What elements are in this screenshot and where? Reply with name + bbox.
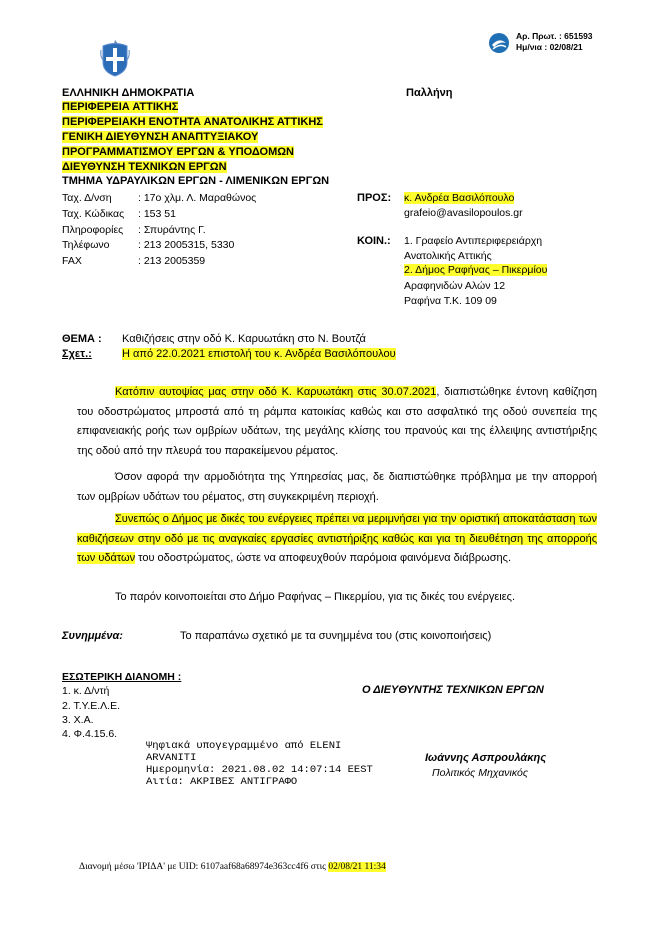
internal-item-3: 3. Χ.Α.	[62, 714, 94, 726]
issuer-line-3: ΠΕΡΙΦΕΡΕΙΑΚΗ ΕΝΟΤΗΤΑ ΑΝΑΤΟΛΙΚΗΣ ΑΤΤΙΚΗΣ	[62, 116, 323, 128]
internal-item-1: 1. κ. Δ/ντή	[62, 685, 110, 697]
internal-item-4: 4. Φ.4.15.6.	[62, 728, 118, 740]
contact-label-info: Πληροφορίες	[62, 224, 124, 236]
attachments-label: Συνημμένα:	[62, 630, 123, 642]
contact-value-fax: : 213 2005359	[138, 255, 206, 267]
to-name: κ. Ανδρέα Βασιλόπουλο	[404, 192, 515, 204]
footer-distribution	[79, 862, 386, 872]
issuer-line-5: ΠΡΟΓΡΑΜΜΑΤΙΣΜΟΥ ΕΡΓΩΝ & ΥΠΟΔΟΜΩΝ	[62, 146, 294, 158]
contact-label-address: Ταχ. Δ/νση	[62, 192, 112, 204]
body-paragraph-3-text: του οδοστρώματος, ώστε να αποφευχθούν παρόμοια φαινόμενα διάβρωσης.	[135, 552, 512, 564]
digital-signature-line-2: ARVANITI	[146, 752, 197, 764]
internal-item-2: 2. Τ.Υ.Ε.Λ.Ε.	[62, 700, 121, 712]
iris-logo-icon	[488, 32, 510, 54]
cc-line-2: Ανατολικής Αττικής	[404, 250, 492, 262]
issuer-line-7: ΤΜΗΜΑ ΥΔΡΑΥΛΙΚΩΝ ΕΡΓΩΝ - ΛΙΜΕΝΙΚΩΝ ΕΡΓΩΝ	[62, 175, 330, 187]
protocol-date: Ημ/νια : 02/08/21	[516, 42, 583, 52]
digital-signature-line-1: Ψηφιακά υπογεγραμμένο από ELENI	[146, 740, 342, 752]
contact-value-info: : Σπυράντης Γ.	[138, 224, 206, 236]
body-paragraph-2	[77, 468, 597, 507]
contact-value-postcode: : 153 51	[138, 208, 176, 220]
signer-name: Ιωάννης Ασπρουλάκης	[425, 752, 547, 764]
subject-text: Καθιζήσεις στην οδό Κ. Καρυωτάκη στο Ν. Βουτζά	[122, 333, 366, 345]
subject-label: ΘΕΜΑ :	[62, 333, 102, 345]
to-label: ΠΡΟΣ:	[357, 192, 392, 204]
cc-line-3: 2. Δήμος Ραφήνας – Πικερμίου	[404, 264, 548, 276]
body-paragraph-1-highlight: Κατόπιν αυτοψίας μας στην οδό Κ. Καρυωτάκη στις 30.07.2021	[115, 386, 437, 398]
cc-line-5: Ραφήνα Τ.Κ. 109 09	[404, 295, 497, 307]
cc-line-4: Αραφηνιδών Αλών 12	[404, 280, 506, 292]
place: Παλλήνη	[406, 87, 453, 99]
reference-text: Η από 22.0.2021 επιστολή του κ. Ανδρέα Βασιλόπουλου	[122, 348, 396, 360]
body-paragraph-4	[77, 588, 597, 608]
reference-label: Σχετ.:	[62, 348, 92, 360]
body-paragraph-2-text: Όσον αφορά την αρμοδιότητα της Υπηρεσίας μας, δε διαπιστώθηκε πρόβλημα με την απορροή των ομβρίων υδάτων του ρέματος, στη συγκεκριμένη περιοχή.	[77, 471, 597, 503]
contact-label-phone: Τηλέφωνο	[62, 239, 110, 251]
to-email: grafeio@avasilopoulos.gr	[404, 207, 523, 219]
contact-value-phone: : 213 2005315, 5330	[138, 239, 235, 251]
digital-signature-line-3: Ημερομηνία: 2021.08.02 14:07:14 EEST	[146, 764, 373, 776]
footer-text: Διανομή μέσω 'ΙΡΙΔΑ' με UID: 6107aaf68a68974e363cc4f6 στις	[79, 862, 329, 872]
contact-label-fax: FAX	[62, 255, 82, 267]
cc-label: ΚΟΙΝ.:	[357, 235, 391, 247]
internal-distribution-label: ΕΣΩΤΕΡΙΚΗ ΔΙΑΝΟΜΗ :	[62, 671, 182, 683]
signer-role: Πολιτικός Μηχανικός	[432, 767, 528, 779]
body-paragraph-1-text: , διαπιστώθηκε έντονη καθίζηση του οδοστρώματος μπροστά από τη ράμπα κατοικίας καθώς και στο ασφαλτικό της οδού συνεπεία της επιφανειακής ροής των ομβρίων υδάτων, της μεγάλης κλίσης του πρανούς και της έλλειψης αντιστήριξης της οδού από την πλευρά του παρακείμενου ρέματος.	[77, 386, 597, 457]
attachments-text: Το παραπάνω σχετικό με τα συνημμένα του (στις κοινοποιήσεις)	[180, 630, 492, 642]
issuer-line-4: ΓΕΝΙΚΗ ΔΙΕΥΘΥΝΣΗ ΑΝΑΠΤΥΞΙΑΚΟΥ	[62, 131, 259, 143]
body-paragraph-3-highlight: Συνεπώς ο Δήμος με δικές του ενέργειες πρέπει να μεριμνήσει για την οριστική αποκατάσταση των καθιζήσεων στην οδό με τις αναγκαίες εργασίες αντιστήριξης καθώς και για τη διευθέτηση της απορροής των υδάτων	[77, 513, 597, 564]
contact-label-postcode: Ταχ. Κώδικας	[62, 208, 125, 220]
body-paragraph-1	[77, 383, 597, 461]
issuer-line-2: ΠΕΡΙΦΕΡΕΙΑ ΑΤΤΙΚΗΣ	[62, 101, 179, 113]
issuer-line-6: ΔΙΕΥΘΥΝΣΗ ΤΕΧΝΙΚΩΝ ΕΡΓΩΝ	[62, 161, 227, 173]
body-paragraph-3	[77, 510, 597, 569]
digital-signature-line-4: Αιτία: ΑΚΡΙΒΕΣ ΑΝΤΙΓΡΑΦΟ	[146, 776, 298, 788]
body-paragraph-4-text: Το παρόν κοινοποιείται στο Δήμο Ραφήνας – Πικερμίου, για τις δικές του ενέργειες.	[115, 591, 516, 603]
contact-value-address: : 17ο χλμ. Λ. Μαραθώνος	[138, 192, 257, 204]
footer-datetime: 02/08/21 11:34	[328, 862, 386, 872]
signature-title: Ο ΔΙΕΥΘΥΝΤΗΣ ΤΕΧΝΙΚΩΝ ΕΡΓΩΝ	[362, 684, 544, 696]
protocol-number: Αρ. Πρωτ. : 651593	[516, 31, 593, 41]
cc-line-1: 1. Γραφείο Αντιπεριφερειάρχη	[404, 235, 543, 247]
issuer-line-1: ΕΛΛΗΝΙΚΗ ΔΗΜΟΚΡΑΤΙΑ	[62, 87, 195, 99]
greek-emblem-icon	[100, 38, 130, 78]
